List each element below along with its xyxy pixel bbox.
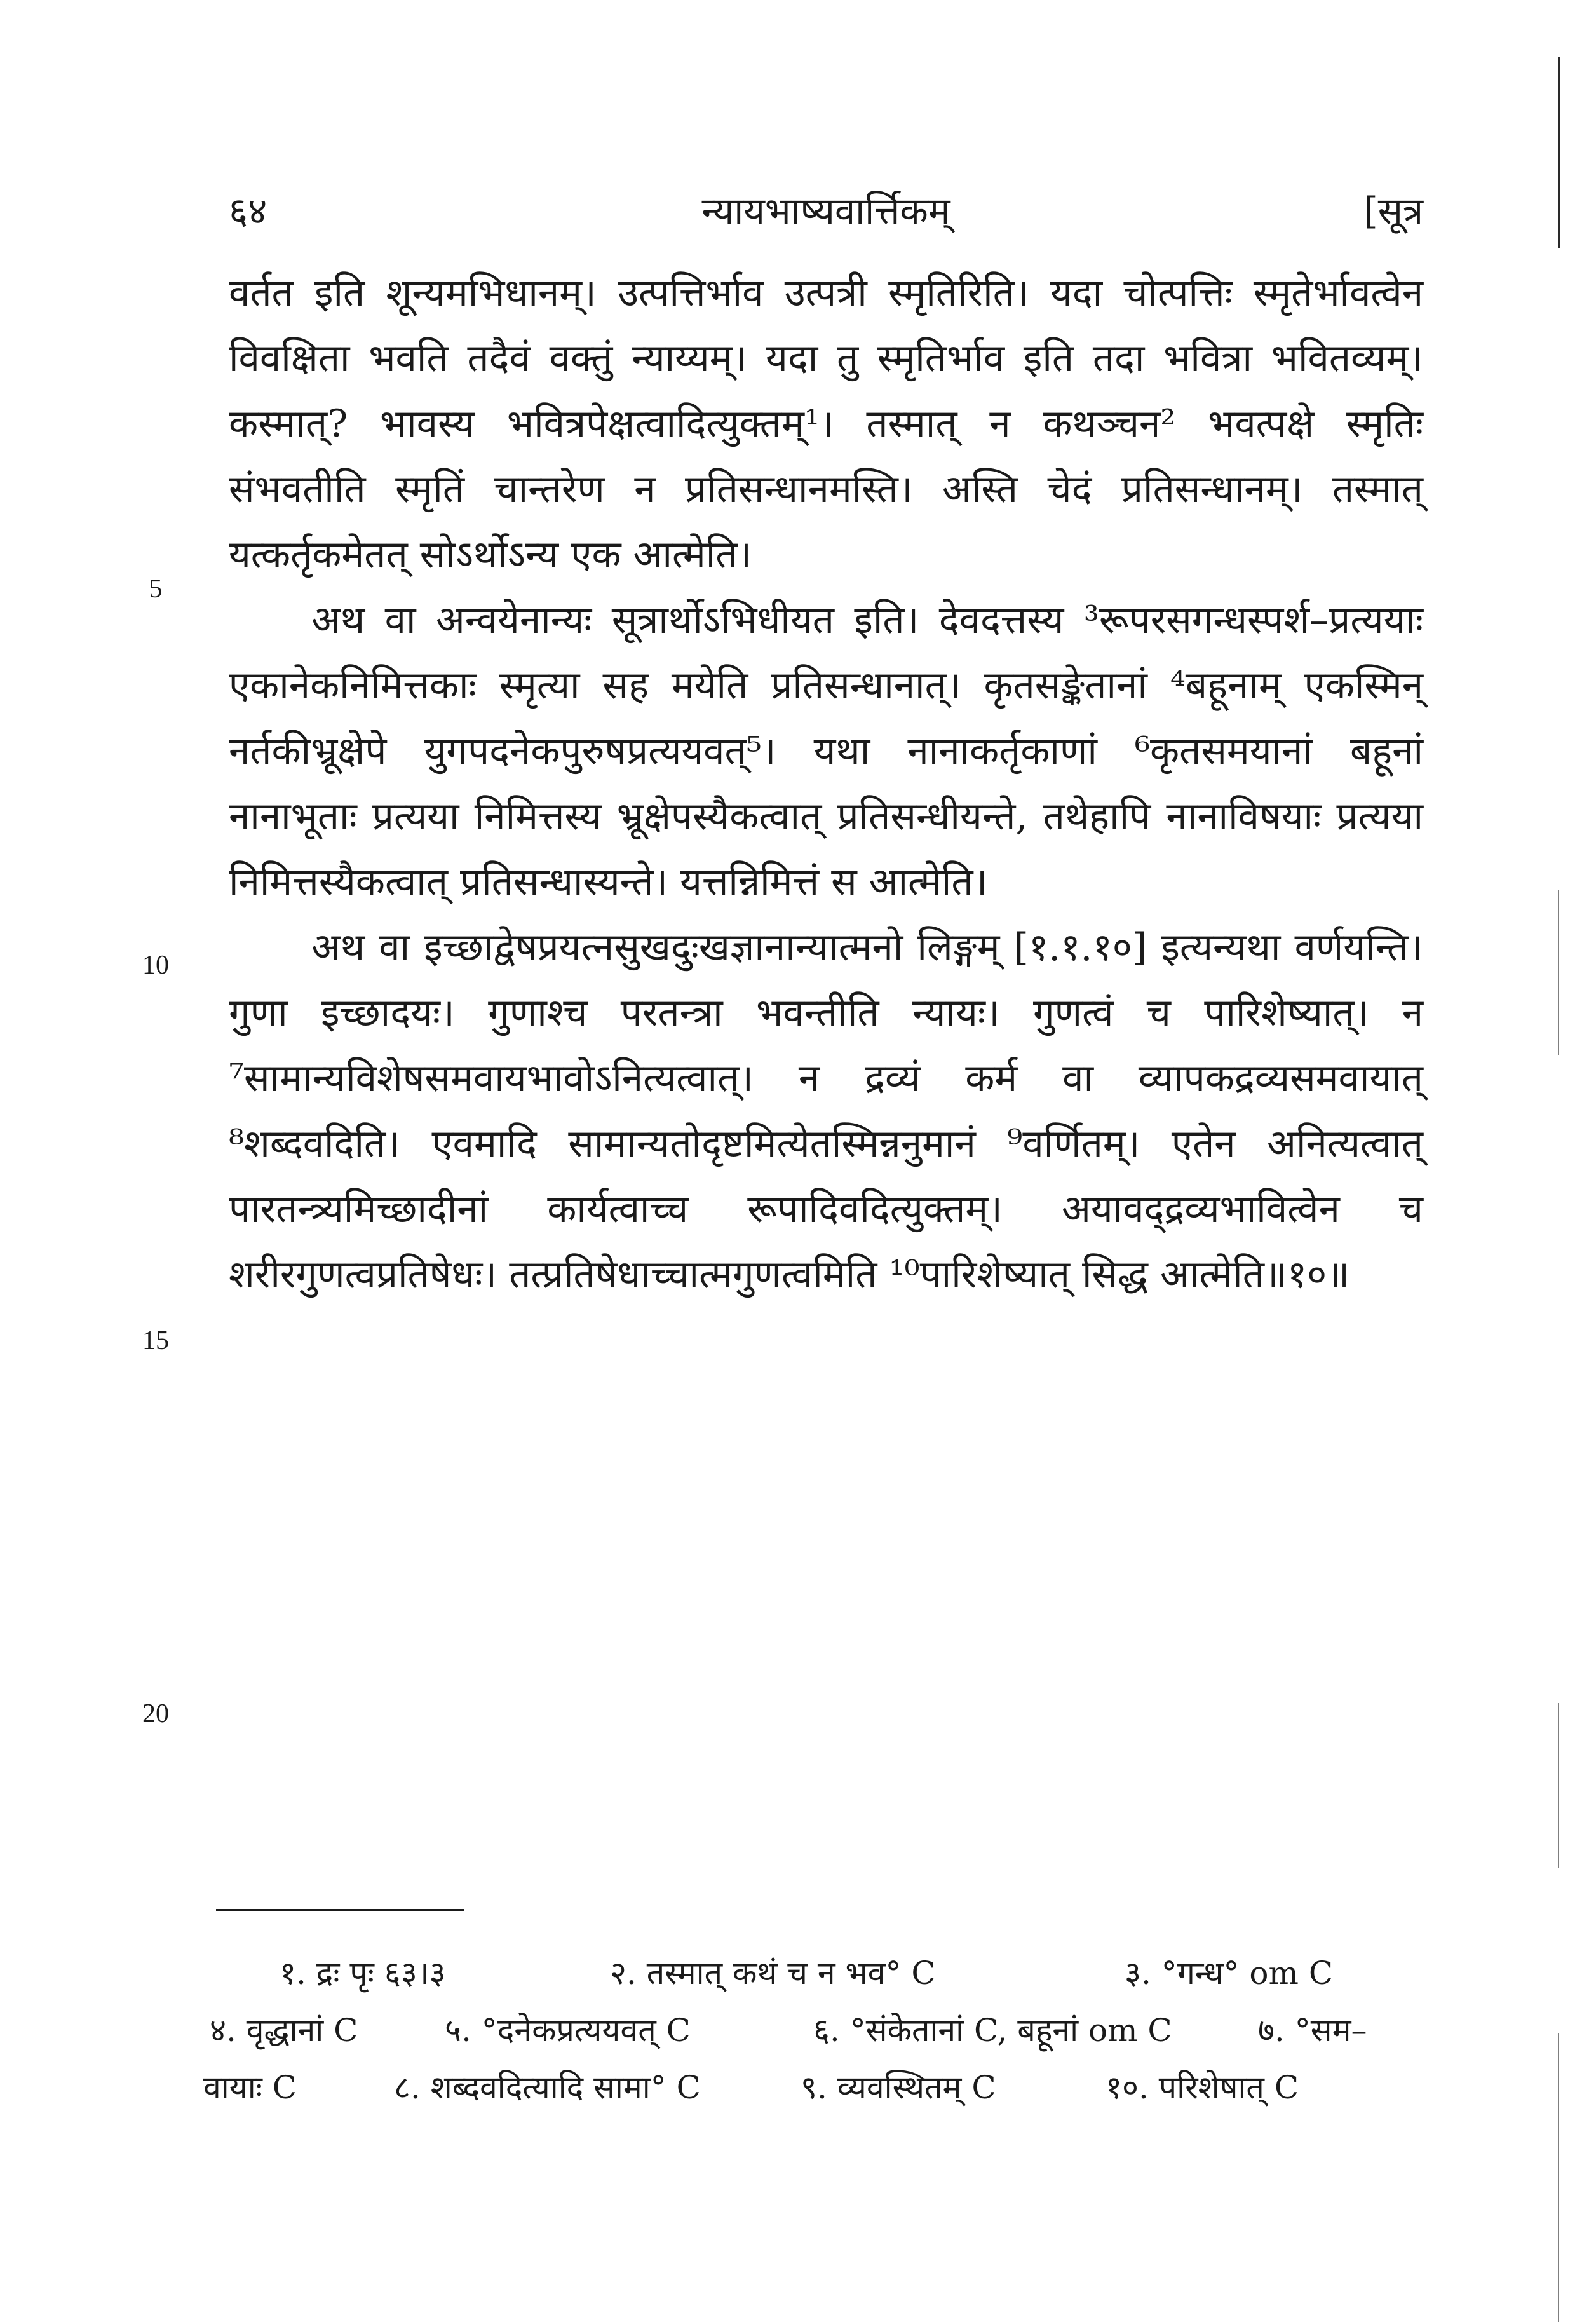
footnote-rule	[216, 1909, 464, 1911]
footnote-9: ९. व्यवस्थितम् C	[801, 2069, 996, 2106]
paragraph-3: अथ वा इच्छाद्वेषप्रयत्नसुखदुःखज्ञानान्यात्मनो लिङ्गम् [१.१.१०] इत्यन्यथा वर्णयन्ति। गुणा इच्छादयः। गुणाश्च परतन्त्रा भवन्तीति न्यायः। गुणत्वं च पारिशेष्यात्। न ⁷सामान्यविशेषसमवायभावोऽनित्यत्वात्। न द्रव्यं कर्म वा व्यापकद्रव्यसमवायात् ⁸शब्दवदिति। एवमादि सामान्यतोदृष्टमित्येतस्मिन्ननुमानं ⁹वर्णितम्। एतेन अनित्यत्वात् पारतन्त्र्यमिच्छादीनां कार्यत्वाच्च रूपादिवदित्युक्तम्। अयावद्द्रव्यभावित्वेन च शरीरगुणत्वप्रतिषेधः। तत्प्रतिषेधाच्चात्मगुणत्वमिति ¹⁰पारिशेष्यात् सिद्ध आत्मेति॥१०॥	[229, 925, 1423, 1297]
scan-edge-line	[1558, 1703, 1559, 1868]
line-number-20: 20	[142, 1699, 169, 1728]
main-text	[229, 261, 1423, 1308]
footnote-7-cont: वायाः C	[203, 2069, 297, 2106]
footnote-6: ६. °संकेतानां C, बहूनां om C	[813, 2012, 1172, 2049]
footnote-2: २. तस्मात् कथं च न भव° C	[610, 1955, 936, 1992]
footnote-5: ५. °दनेकप्रत्ययवत् C	[445, 2012, 691, 2049]
footnotes	[203, 1945, 1430, 2116]
footnote-10: १०. परिशेषात् C	[1106, 2069, 1299, 2106]
footnote-8: ८. शब्दवदित्यादि सामा° C	[394, 2069, 701, 2106]
footnote-1: १. द्रः पृः ६३।३	[280, 1955, 446, 1992]
footnote-row-3	[203, 2059, 1430, 2116]
paragraph-2: अथ वा अन्वयेनान्यः सूत्रार्थोऽभिधीयत इति। देवदत्तस्य ³रूपरसगन्धस्पर्श–प्रत्ययाः एकानेकनिमित्तकाः स्मृत्या सह मयेति प्रतिसन्धानात्। कृतसङ्केतानां ⁴बहूनाम् एकस्मिन् नर्तकीभ्रूक्षेपे युगपदनेकपुरुषप्रत्ययवत्⁵। यथा नानाकर्तृकाणां ⁶कृतसमयानां बहूनां नानाभूताः प्रत्यया निमित्तस्य भ्रूक्षेपस्यैकत्वात् प्रतिसन्धीयन्ते, तथेहापि नानाविषयाः प्रत्यया निमित्तस्यैकत्वात् प्रतिसन्धास्यन्ते। यत्तन्निमित्तं स आत्मेति।	[229, 598, 1423, 904]
page-number: ६४	[229, 189, 267, 233]
line-number-5: 5	[149, 574, 163, 604]
footnote-7: ७. °सम–	[1258, 2012, 1367, 2049]
page-title: न्यायभाष्यवार्त्तिकम्	[701, 189, 950, 233]
line-number-10: 10	[142, 951, 169, 980]
footnote-row-1	[203, 1945, 1430, 2002]
footnote-4: ४. वृद्धानां C	[210, 2012, 358, 2049]
scan-edge-line	[1558, 57, 1560, 248]
footnote-row-2	[203, 2002, 1430, 2059]
paragraph-1: वर्तत इति शून्यमभिधानम्। उत्पत्तिर्भाव उत्पत्री स्मृतिरिति। यदा चोत्पत्तिः स्मृतेर्भावत्वेन विवक्षिता भवति तदैवं वक्तुं न्याय्यम्। यदा तु स्मृतिर्भाव इति तदा भवित्रा भवितव्यम्। कस्मात्? भावस्य भवित्रपेक्षत्वादित्युक्तम्¹। तस्मात् न कथञ्चन² भवत्पक्षे स्मृतिः संभवतीति स्मृतिं चान्तरेण न प्रतिसन्धानमस्ति। अस्ति चेदं प्रतिसन्धानम्। तस्मात् यत्कर्तृकमेतत् सोऽर्थोऽन्य एक आत्मेति।	[229, 271, 1423, 577]
line-number-15: 15	[142, 1326, 169, 1355]
running-header	[229, 184, 1423, 241]
section-label: [सूत्र	[1363, 189, 1423, 233]
scan-edge-line	[1558, 890, 1559, 1055]
scan-edge-line	[1558, 2033, 1559, 2322]
footnote-3: ३. °गन्ध° om C	[1125, 1955, 1334, 1992]
